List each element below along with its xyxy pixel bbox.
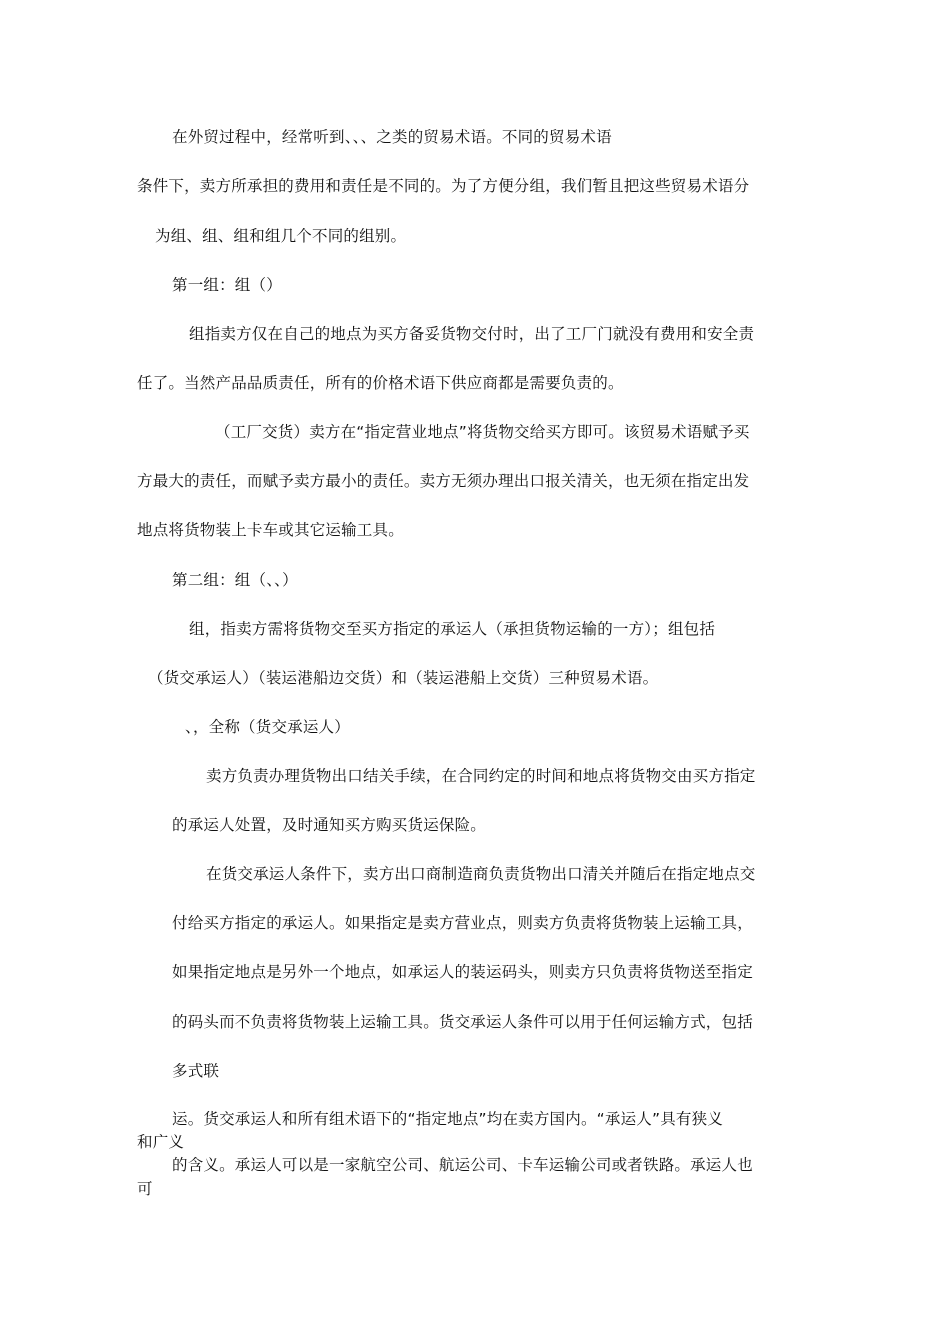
text-line: 条件下，卖方所承担的费用和责任是不同的。为了方便分组，我们暂且把这些贸易术语分 bbox=[137, 177, 750, 195]
text-line: 如果指定地点是另外一个地点，如承运人的装运码头，则卖方只负责将货物送至指定 bbox=[172, 963, 753, 981]
text-line: 为组、组、组和组几个不同的组别。 bbox=[155, 227, 407, 245]
text-line: 、，全称（货交承运人） bbox=[185, 718, 350, 736]
text-line: 付给买方指定的承运人。如果指定是卖方营业点，则卖方负责将货物装上运输工具， bbox=[172, 914, 753, 932]
text-line: 组，指卖方需将货物交至买方指定的承运人（承担货物运输的一方）；组包括 bbox=[189, 620, 716, 638]
text-line: 运。货交承运人和所有组术语下的“指定地点”均在卖方国内。“承运人”具有狭义 bbox=[172, 1110, 724, 1128]
text-line: 在货交承运人条件下，卖方出口商制造商负责货物出口清关并随后在指定地点交 bbox=[206, 865, 756, 883]
text-line: 多式联 bbox=[172, 1062, 220, 1080]
text-line: 的码头而不负责将货物装上运输工具。货交承运人条件可以用于任何运输方式，包括 bbox=[172, 1013, 753, 1031]
text-line: 方最大的责任，而赋予卖方最小的责任。卖方无须办理出口报关清关，也无须在指定出发 bbox=[137, 472, 750, 490]
text-line: 在外贸过程中，经常听到、、、之类的贸易术语。不同的贸易术语 bbox=[172, 128, 612, 146]
text-line: （货交承运人）（装运港船边交货）和（装运港船上交货）三种贸易术语。 bbox=[148, 669, 659, 687]
text-line: 可 bbox=[137, 1180, 153, 1198]
text-line: 组指卖方仅在自己的地点为买方备妥货物交付时，出了工厂门就没有费用和安全责 bbox=[189, 325, 755, 343]
section-heading: 第二组：组（、、） bbox=[172, 571, 298, 589]
text-line: （工厂交货）卖方在“指定营业地点”将货物交给买方即可。该贸易术语赋予买 bbox=[215, 423, 750, 441]
text-line: 地点将货物装上卡车或其它运输工具。 bbox=[137, 521, 404, 539]
text-line: 的含义。承运人可以是一家航空公司、航运公司、卡车运输公司或者铁路。承运人也 bbox=[172, 1156, 753, 1174]
text-line: 的承运人处置，及时通知买方购买货运保险。 bbox=[172, 816, 487, 834]
text-line: 和广义 bbox=[137, 1133, 185, 1151]
section-heading: 第一组：组（） bbox=[172, 276, 282, 294]
text-line: 卖方负责办理货物出口结关手续，在合同约定的时间和地点将货物交由买方指定 bbox=[206, 767, 756, 785]
text-line: 任了。当然产品品质责任，所有的价格术语下供应商都是需要负责的。 bbox=[137, 374, 624, 392]
